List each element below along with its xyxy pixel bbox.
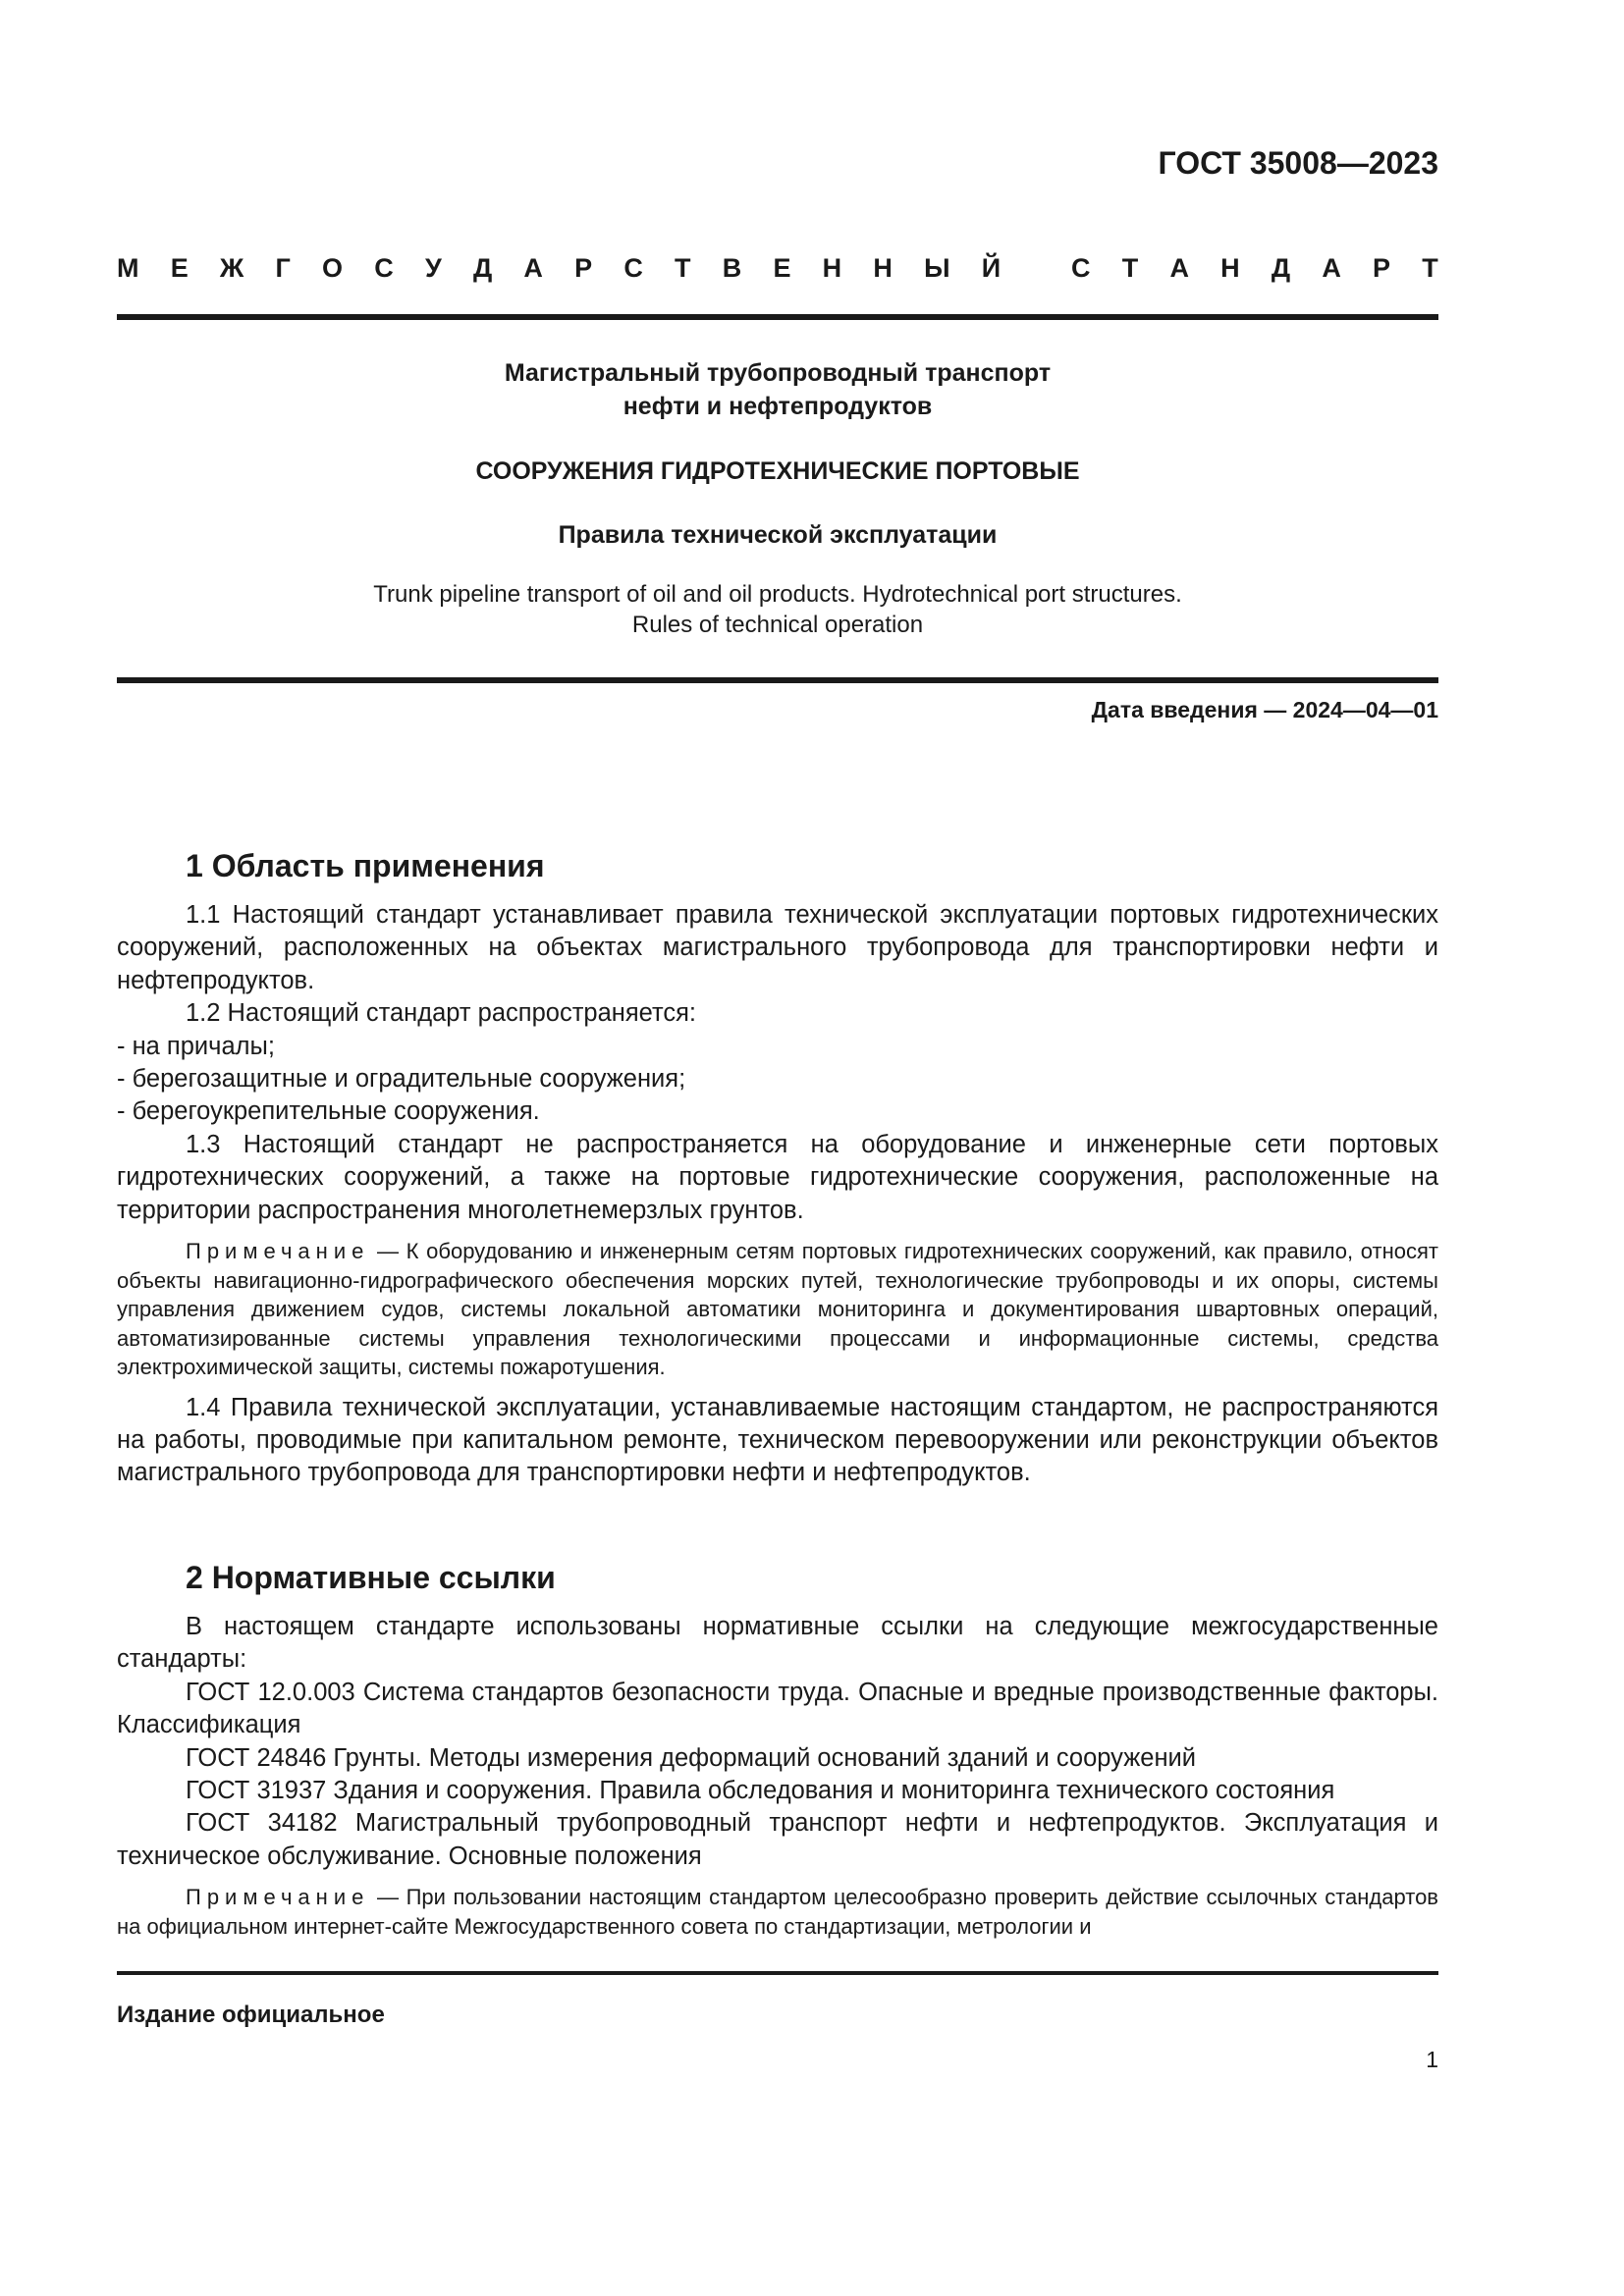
title-divider xyxy=(117,677,1438,683)
paragraph-1-2: 1.2 Настоящий стандарт распространяется: xyxy=(186,999,697,1028)
banner-letter: М xyxy=(117,253,139,283)
reference-item: ГОСТ 31937 Здания и сооружения. Правила обследования и мониторинга технического состояния xyxy=(186,1777,1335,1805)
paragraph-2-intro: В настоящем стандарте использованы нормативные ссылки на следующие межгосударственные стандарты: xyxy=(117,1613,1438,1674)
title-subtitle: Правила технической эксплуатации xyxy=(558,521,998,549)
title-ru-line2: нефти и нефтепродуктов xyxy=(623,393,933,420)
banner-letter: С xyxy=(623,253,643,283)
banner-letter: Е xyxy=(773,253,791,283)
reference-item: ГОСТ 34182 Магистральный трубопроводный транспорт нефти и нефтепродуктов. Эксплуатация и техническое обслуживание. Основные положения xyxy=(117,1809,1438,1870)
banner-letter: Н xyxy=(873,253,893,283)
list-item: - на причалы; xyxy=(117,1032,275,1060)
note-label: Примечание xyxy=(186,1239,370,1264)
banner-letter: У xyxy=(424,253,442,283)
header-divider xyxy=(117,314,1438,320)
paragraph-1-3: 1.3 Настоящий стандарт не распространяется на оборудование и инженерные сети портовых гидротехнических сооружений, а также на портовые гидротехнические сооружения, расположенные на территории распространения многолетнемерзлых грунтов. xyxy=(117,1130,1438,1224)
gost-number: ГОСТ 35008—2023 xyxy=(1158,145,1438,181)
paragraph-1-4: 1.4 Правила технической эксплуатации, устанавливаемые настоящим стандартом, не распространяются на работы, проводимые при капитальном ремонте, техническом перевооружении или реконструкции объектов магистрального трубопровода для транспортировки нефти и нефтепродуктов. xyxy=(117,1393,1438,1487)
section-2 xyxy=(117,1558,1438,1941)
note-text: — К оборудованию и инженерным сетям портовых гидротехнических сооружений, как правило, относят объекты навигационно-гидрографического обеспечения морских путей, технологические трубопроводы и их опоры, системы управления движением судов, системы локальной автоматики мониторинга и документирования швартовных операций, автоматизированные системы управления технологическими процессами и информационные системы, средства электрохимической защиты, системы пожаротушения. xyxy=(117,1239,1438,1380)
banner-letter: Н xyxy=(822,253,842,283)
title-en-line2: Rules of technical operation xyxy=(631,612,924,638)
banner-letter: А xyxy=(523,253,543,283)
banner-letter: Т xyxy=(675,253,691,283)
banner-letter: Ы xyxy=(924,253,950,283)
standard-type-banner xyxy=(117,253,1438,284)
reference-item: ГОСТ 12.0.003 Система стандартов безопасности труда. Опасные и вредные производственные факторы. Классификация xyxy=(117,1678,1438,1739)
intro-date: Дата введения — 2024—04—01 xyxy=(1091,697,1438,722)
banner-letter: Р xyxy=(574,253,593,283)
footer-divider xyxy=(117,1971,1438,1975)
banner-gap xyxy=(1032,253,1040,284)
list-item: - берегозащитные и оградительные сооружения; xyxy=(117,1065,686,1094)
list-item: - берегоукрепительные сооружения. xyxy=(117,1097,540,1126)
paragraph-1-1: 1.1 Настоящий стандарт устанавливает правила технической эксплуатации портовых гидротехнических сооружений, расположенных на объектах магистрального трубопровода для транспортировки нефти и нефтепродуктов. xyxy=(117,901,1438,994)
banner-letter: С xyxy=(1071,253,1091,283)
reference-item: ГОСТ 24846 Грунты. Методы измерения деформаций оснований зданий и сооружений xyxy=(186,1743,1197,1772)
note-label: Примечание xyxy=(186,1885,370,1910)
page-number: 1 xyxy=(1426,2047,1438,2072)
section-2-heading: 2 Нормативные ссылки xyxy=(186,1560,556,1595)
title-ru xyxy=(117,356,1438,423)
banner-letter: А xyxy=(1322,253,1341,283)
note-text: — При пользовании настоящим стандартом целесообразно проверить действие ссылочных стандартов на официальном интернет-сайте Межгосударственного совета по стандартизации, метрологии и xyxy=(117,1885,1438,1939)
banner-letter: Г xyxy=(275,253,291,283)
note-2 xyxy=(117,1883,1438,1941)
banner-letter: Ж xyxy=(219,253,244,283)
banner-letter: Т xyxy=(1422,253,1438,283)
banner-letter: Д xyxy=(1271,253,1291,283)
section-1 xyxy=(117,846,1438,1490)
banner-letter: Н xyxy=(1220,253,1240,283)
title-ru-line1: Магистральный трубопроводный транспорт xyxy=(504,359,1052,387)
banner-letter: Й xyxy=(981,253,1001,283)
banner-letter: Т xyxy=(1121,253,1139,283)
banner-letter: А xyxy=(1169,253,1189,283)
note-1 xyxy=(117,1237,1438,1382)
banner-letter: В xyxy=(722,253,742,283)
banner-letter: С xyxy=(374,253,394,283)
banner-letter: Д xyxy=(472,253,493,283)
title-caps: СООРУЖЕНИЯ ГИДРОТЕХНИЧЕСКИЕ ПОРТОВЫЕ xyxy=(475,457,1080,485)
section-1-heading: 1 Область применения xyxy=(186,848,545,883)
banner-letter: Е xyxy=(170,253,189,283)
title-en-line1: Trunk pipeline transport of oil and oil products. Hydrotechnical port structures. xyxy=(373,581,1182,608)
edition-label: Издание официальное xyxy=(117,2002,385,2028)
banner-letter: Р xyxy=(1373,253,1391,283)
banner-letter: О xyxy=(322,253,344,283)
title-en xyxy=(117,579,1438,640)
